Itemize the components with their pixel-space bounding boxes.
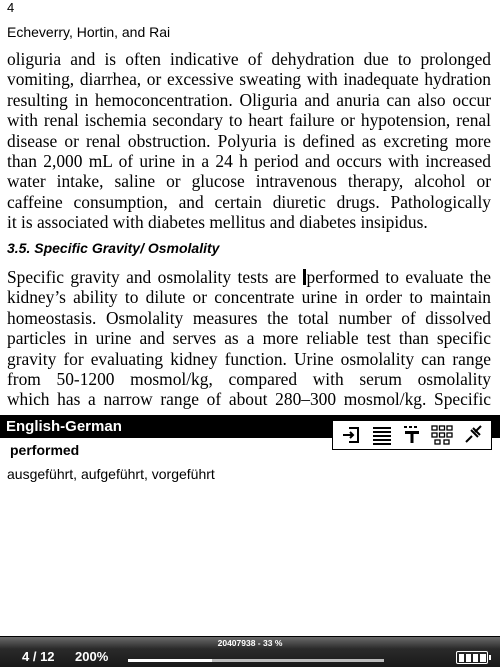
- dictionary-select-icon[interactable]: [430, 424, 454, 446]
- dictionary-title: English-German: [6, 418, 122, 435]
- page-number: 4: [7, 0, 15, 15]
- paragraph-1: [7, 49, 491, 233]
- list-icon[interactable]: [370, 424, 394, 446]
- paragraph-line: particles in urine and serves as a more reliable test than specific: [7, 328, 491, 349]
- dictionary-translation: ausgeführt, aufgeführt, vorgeführt: [7, 466, 215, 482]
- section-heading: 3.5. Specific Gravity/ Osmolality: [7, 240, 220, 256]
- paragraph-line: oliguria and is often indicative of dehydration due to prolonged: [7, 49, 491, 69]
- page-counter[interactable]: 4 / 12: [22, 649, 55, 664]
- running-head: Echeverry, Hortin, and Rai: [7, 24, 171, 40]
- exit-icon[interactable]: [339, 424, 363, 446]
- paragraph-line: water intake, saline or glucose intravenous therapy, alcohol or: [7, 171, 491, 192]
- dictionary-popup: [0, 415, 500, 637]
- paragraph-line: gravity for evaluating kidney function. Urine osmolality can range: [7, 348, 491, 369]
- dictionary-toolbar: [332, 420, 492, 450]
- selected-word[interactable]: performed to evaluate the: [306, 267, 491, 287]
- status-bar: [0, 637, 500, 667]
- paragraph-line: it is associated with diabetes mellitus and diabetes insipidus.: [7, 212, 428, 233]
- text-cursor: [303, 269, 306, 285]
- pin-icon[interactable]: [461, 424, 485, 446]
- battery-icon: [456, 651, 488, 664]
- zoom-level[interactable]: 200%: [75, 649, 109, 664]
- paragraph-line: disease or renal obstruction. Polyuria is defined as excreting more: [7, 130, 491, 151]
- paragraph-line: homeostasis. Osmolality measures the total number of dissolved: [7, 307, 491, 328]
- paragraph-line: caffeine consumption, and certain diuretic drugs. Pathologically: [7, 191, 491, 212]
- paragraph-line: vomiting, diarrhea, or excessive sweating with inadequate hydration: [7, 69, 491, 90]
- paragraph-line: than 2,000 mL of urine in a 24 h period and occurs with increased: [7, 151, 491, 172]
- paragraph-line: with renal ischemia secondary to heart failure or hypotension, renal: [7, 110, 491, 131]
- progress-bar[interactable]: [128, 659, 384, 662]
- dictionary-word: performed: [10, 442, 80, 458]
- progress-label: 20407938 - 33 %: [217, 638, 283, 648]
- paragraph-2: [7, 267, 491, 410]
- paragraph-line: kidney’s ability to dilute or concentrate urine in order to maintain: [7, 287, 491, 308]
- paragraph-line: from 50-1200 mosmol/kg, compared with serum osmolality: [7, 369, 491, 390]
- paragraph-line: which has a narrow range of about 280–300 mosmol/kg. Specific: [7, 389, 491, 410]
- progress-fill: [128, 659, 212, 662]
- paragraph-text: Specific gravity and osmolality tests are: [7, 267, 297, 287]
- paragraph-line: resulting in hemoconcentration. Oliguria and anuria can also occur: [7, 89, 491, 110]
- paragraph-line: [7, 267, 491, 287]
- text-size-icon[interactable]: [400, 424, 424, 446]
